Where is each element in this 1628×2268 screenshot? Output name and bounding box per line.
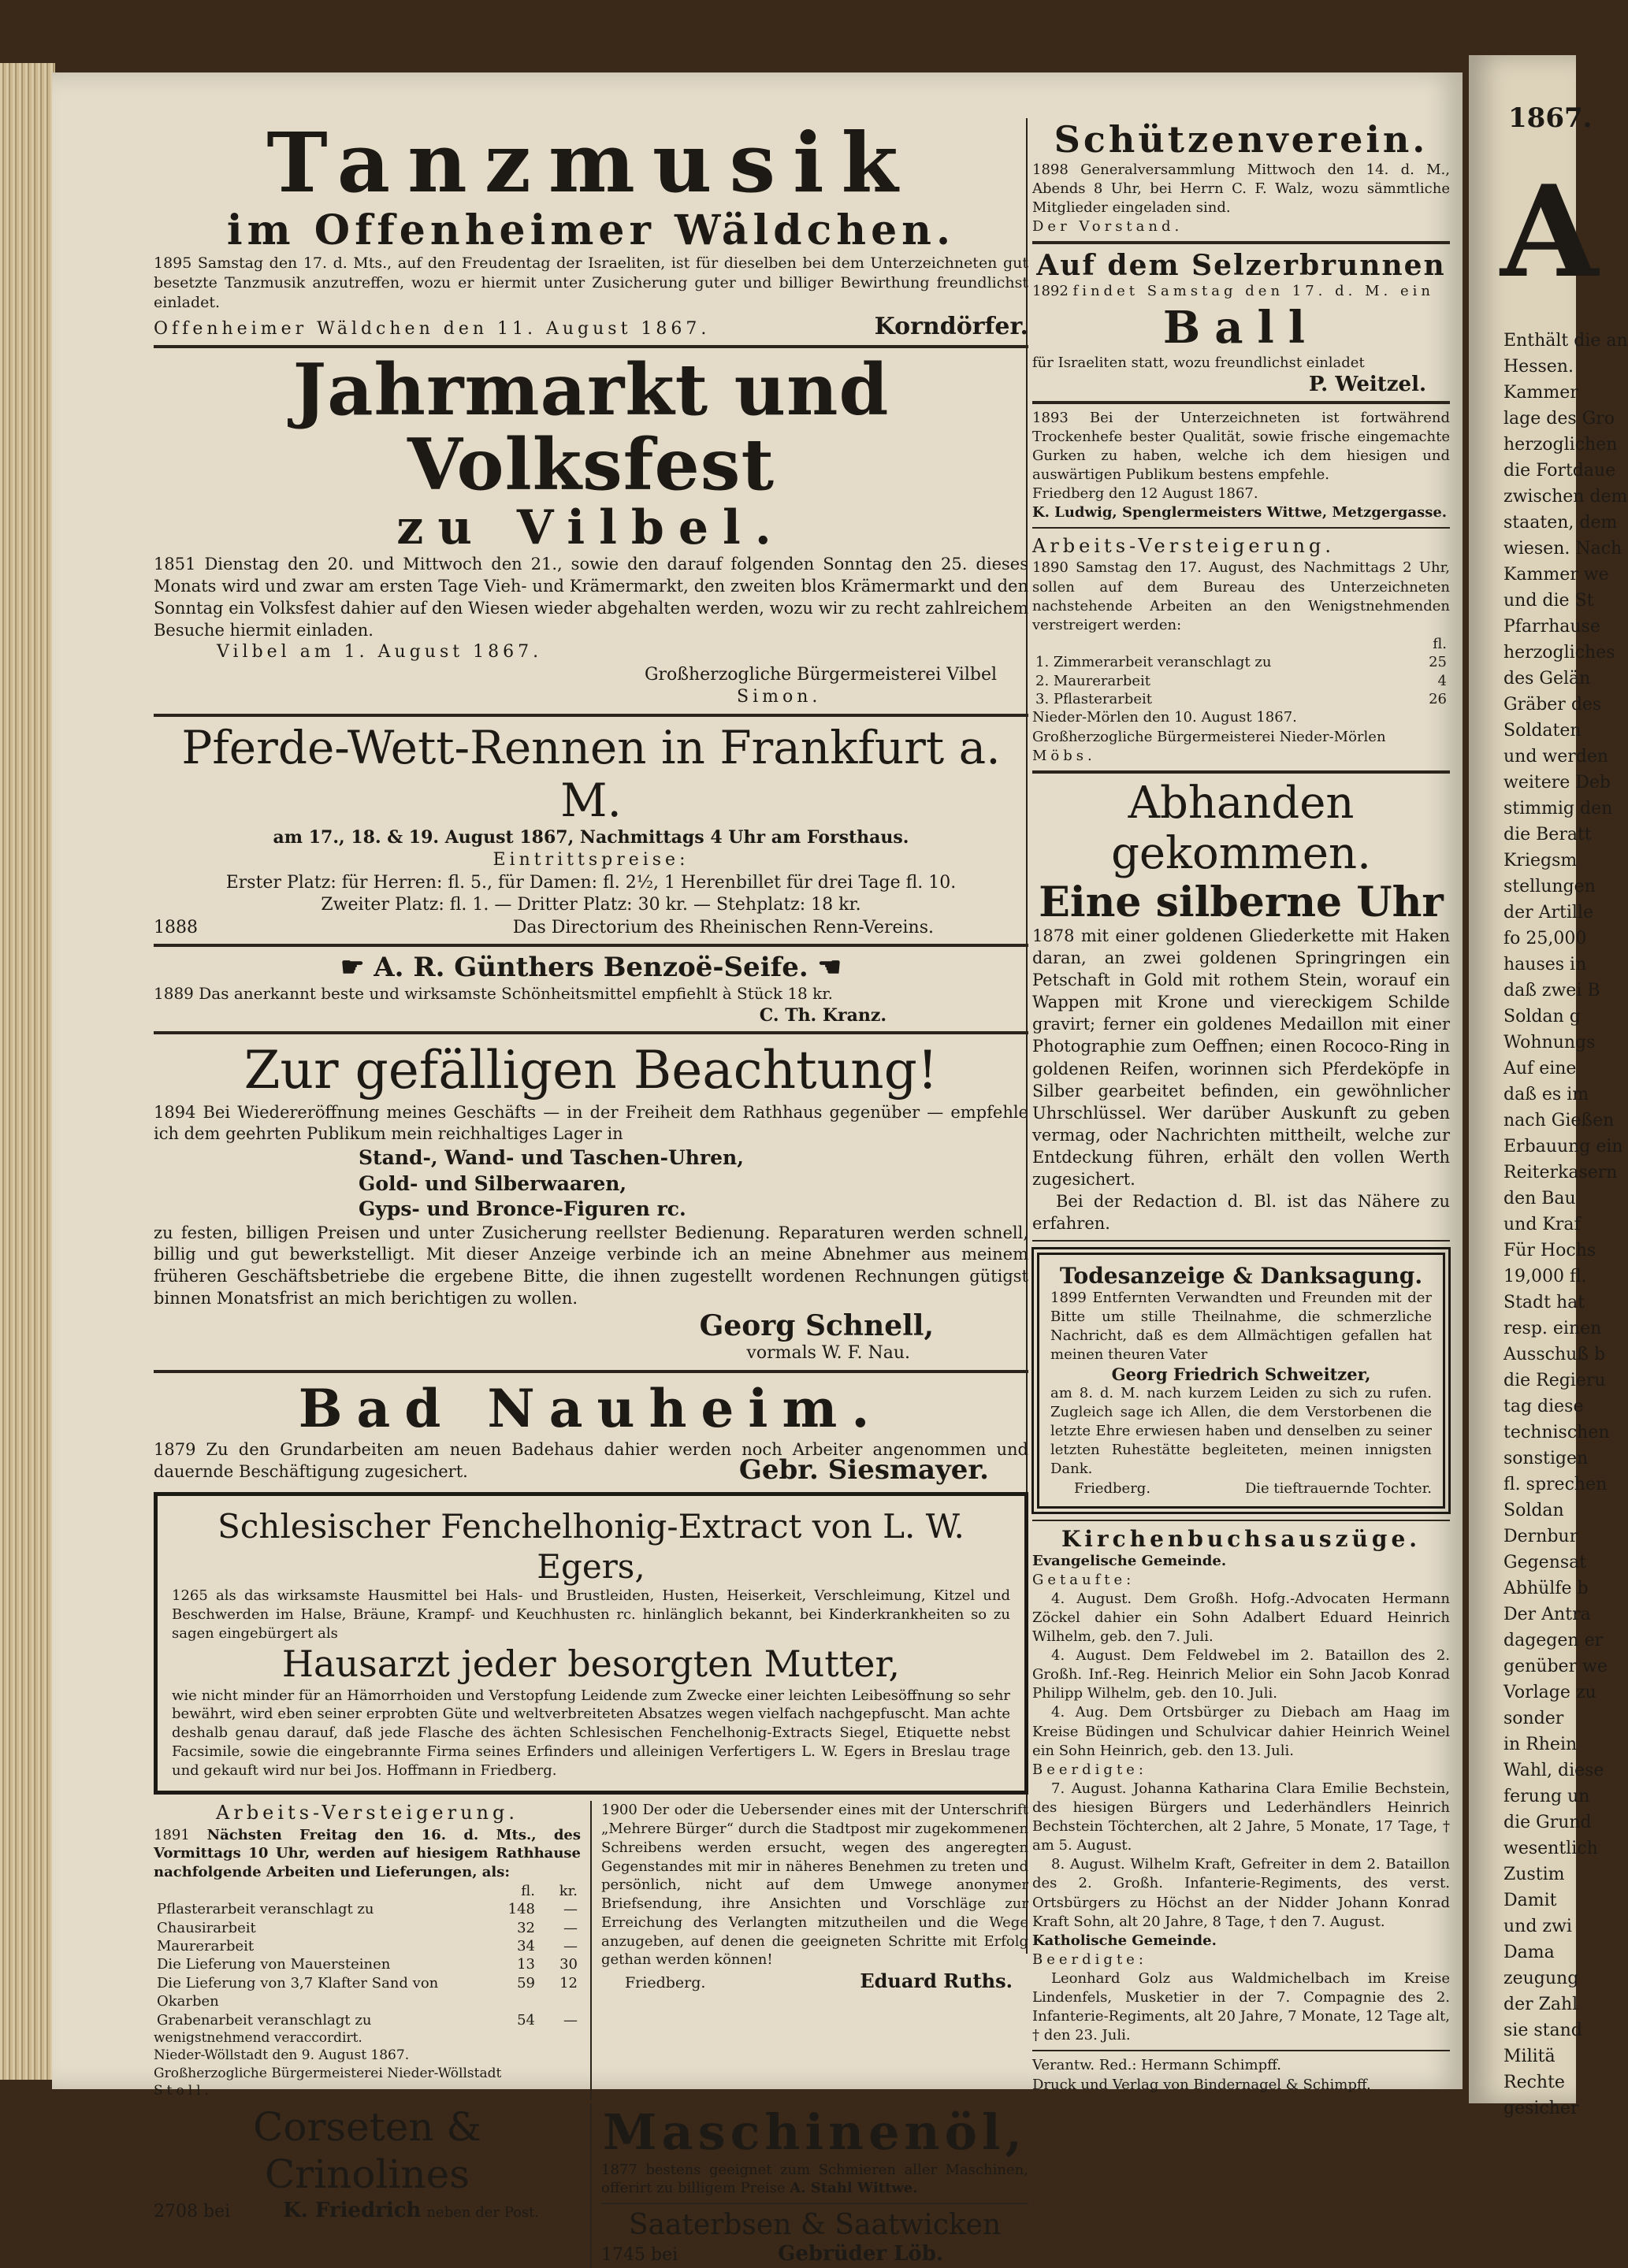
ad-line: findet Samstag den 17. d. M. ein xyxy=(1072,283,1434,300)
ad-number: 1888 xyxy=(154,917,198,937)
ad-body: Entfernten Verwandten und Freunden mit der Bitte um stille Theilnahme, die schmerzliche Nachricht, daß es dem Allmächtigen gefallen hat meinen theuren Vater xyxy=(1050,1289,1432,1363)
divider xyxy=(1032,1520,1450,1521)
ad-body: Samstag den 17. d. Mts., auf den Freudentag der Israeliten, ist für dieselben bei dem Unterzeichneten gut besetzte Tanzmusik anzutreffen, wozu er hiermit unter Zusicherung guter und billiger Bewirthung freundlichst einladet. xyxy=(154,254,1028,311)
table-row: Pflasterarbeit veranschlagt zu 148 — xyxy=(157,1901,578,1918)
table-row: 3. Pflasterarbeit 26 xyxy=(1035,691,1447,708)
ad-place-date: Friedberg den 12 August 1867. xyxy=(1032,485,1258,503)
next-page-line: daß zwei B xyxy=(1503,981,1600,1000)
ad-body: mit einer goldenen Gliederkette mit Haken daran, an zwei goldenen Springringen ein Petschaft in Gold mit rothem Stein, worauf ein Wappen mit Krone und viereckigem Schilde gravirt; ferner ein goldenes Medaillon mit einer Photographie zum Oeffnen; einen Rococo-Ring in goldenen Reifen, worinnen sich Pferdeköpfe in Silber gearbeitet befinden, ein gewöhnlicher Uhrschlüssel. Wer darüber Auskunft zu geben vermag, oder Nachrichten mittheilt, welche zur Entdeckung führen, erhält den vollen Werth zugesichert. xyxy=(1032,926,1450,1190)
ad-number: 1895 xyxy=(154,254,192,272)
list-item: Leonhard Golz aus Waldmichelbach im Kreise Lindenfels, Musketier in der 7. Compagnie des 2. Infanterie-Regiments, alt 20 Jahre, 7 Monate, 12 Tage alt, † den 23. Juli. xyxy=(1032,1970,1450,2044)
next-page-line: der Zahl xyxy=(1503,1995,1578,2014)
ad-number: 1890 xyxy=(1032,559,1069,577)
imprint-publisher: Druck und Verlag von Bindernagel & Schimpff. xyxy=(1032,2076,1371,2093)
next-page-line: fl. sprechen xyxy=(1503,1475,1608,1494)
ad-body: Das anerkannt beste und wirksamste Schönheitsmittel empfiehlt à Stück 18 kr. xyxy=(199,984,833,1004)
ad-title: Tanzmusik xyxy=(266,114,916,211)
ad-number: 1899 xyxy=(1050,1289,1087,1306)
next-page-line: herzoglichen xyxy=(1503,435,1618,455)
next-page-line: Stadt hat xyxy=(1503,1293,1585,1312)
next-page-line: technischen xyxy=(1503,1423,1610,1442)
ad-footer: Das Directorium des Rheinischen Renn-Vereins. xyxy=(512,917,934,937)
ad-title: Saaterbsen & Saatwicken xyxy=(628,2209,1002,2242)
divider xyxy=(1032,401,1450,404)
next-page-line: der Artille xyxy=(1503,903,1593,922)
ad-title: Schlesischer Fenchelhonig-Extract von L. W. Egers, xyxy=(217,1507,965,1586)
pointing-hand-icon: ☚ xyxy=(817,952,842,984)
items-table xyxy=(154,1882,581,2029)
next-page-line: Der Antra xyxy=(1503,1605,1591,1624)
ad-number: 1265 xyxy=(172,1587,208,1605)
ad-place-date: Vilbel am 1. August 1867. xyxy=(217,642,543,663)
divider xyxy=(1032,2050,1450,2051)
next-page-line: Rechte xyxy=(1503,2073,1565,2092)
ad-intro: Nächsten Freitag den 16. d. Mts., des Vormittags 10 Uhr, werden auf hiesigem Rathhause nachfolgende Arbeiten und Lieferungen, als: xyxy=(154,1826,582,1881)
ad-body: als das wirksamste Hausmittel bei Hals- und Brustleiden, Husten, Heiserkeit, Verschleimung, Kitzel und Beschwerden im Halse, Bräune, Krampf- und Keuchhusten rc. hinlänglich bekannt, bei Kinderkrankheiten so zu sagen eingebürgert als xyxy=(172,1587,1010,1642)
next-page-line: daß es im xyxy=(1503,1085,1589,1104)
ad-maschinenoel xyxy=(601,2103,1028,2199)
next-page-line: die Beratt xyxy=(1503,825,1592,844)
ad-title: Jahrmarkt und Volksfest xyxy=(292,348,890,507)
next-page-line: und Kraf xyxy=(1503,1215,1581,1234)
next-page-line: Militä xyxy=(1503,2047,1556,2066)
ad-schuetzenverein xyxy=(1032,118,1450,236)
ad-name: Möbs. xyxy=(1032,747,1096,764)
divider xyxy=(154,1370,1028,1373)
next-page-line: sie stand xyxy=(1503,2021,1582,2040)
table-row: Grabenarbeit veranschlagt zu 54 — xyxy=(157,2011,578,2029)
next-page-line: Pfarrhause xyxy=(1503,617,1600,637)
ad-outro: Bei der Redaction d. Bl. ist das Nähere zu erfahren. xyxy=(1032,1192,1450,1234)
next-page-line: Soldan xyxy=(1503,1501,1564,1520)
ad-place-date: Offenheimer Wäldchen den 11. August 1867. xyxy=(154,318,711,339)
section-heading: Getaufte: xyxy=(1032,1571,1136,1588)
divider xyxy=(1032,241,1450,244)
next-page-line: fo 25,000 xyxy=(1503,929,1587,948)
next-page-line: Dama xyxy=(1503,1943,1555,1962)
divider xyxy=(154,714,1028,717)
next-page-line: dagegen er xyxy=(1503,1631,1604,1650)
ad-bei: bei xyxy=(651,2245,678,2266)
ad-tanzmusik xyxy=(154,114,1028,340)
ad-number: 1900 xyxy=(601,1802,637,1819)
ad-title: Bad Nauheim. xyxy=(298,1377,884,1439)
ad-price-line-2: Zweiter Platz: fl. 1. — Dritter Platz: 30 kr. — Stehplatz: 18 kr. xyxy=(321,895,861,915)
list-item: 8. August. Wilhelm Kraft, Gefreiter in dem 2. Bataillon des 2. Großh. Infanterie-Regiments, des verst. Ortsbürgers zu Höchst an der Nidder Johann Konrad Kraft Sohn, alt 20 Jahre, 8 Tage, † den 7. August. xyxy=(1032,1856,1450,1930)
ad-jahrmarkt xyxy=(154,348,1028,709)
ad-signature: P. Weitzel. xyxy=(1308,372,1426,396)
ad-subtitle: Eine silberne Uhr xyxy=(1039,878,1444,926)
ad-signature: Die tieftrauernde Tochter. xyxy=(1244,1479,1432,1497)
column-divider xyxy=(590,1801,592,2099)
next-page-line: die Grund xyxy=(1503,1813,1592,1832)
ad-signature: C. Th. Kranz. xyxy=(759,1004,886,1026)
ad-signature: Eduard Ruths. xyxy=(860,1969,1013,1993)
ad-title: Maschinenöl, xyxy=(602,2103,1028,2161)
next-page-line: lage des Gro xyxy=(1503,409,1615,429)
ad-place-date: Nieder-Wöllstadt den 9. August 1867. xyxy=(154,2047,410,2064)
next-page-line: herzogliches xyxy=(1503,643,1615,663)
ad-selzerbrunnen xyxy=(1032,249,1450,395)
ad-ball: Ball xyxy=(1162,301,1320,354)
next-page-line: des Gelän xyxy=(1503,669,1591,689)
ad-item: Gold- und Silberwaaren, xyxy=(359,1171,627,1195)
next-page-line: zwischen dem xyxy=(1503,487,1628,507)
ad-benzoe-seife xyxy=(154,952,1028,1026)
next-page-line: Ausschuß b xyxy=(1503,1345,1606,1364)
ad-signature: K. Ludwig, Spenglermeisters Wittwe, Metzgergasse. xyxy=(1032,504,1448,522)
ad-office: Großherzogliche Bürgermeisterei Nieder-Wöllstadt xyxy=(154,2065,502,2081)
next-page-line: Damit xyxy=(1503,1891,1557,1910)
table-row: Die Lieferung von 3,7 Klafter Sand von Okarben 59 12 xyxy=(157,1974,578,2010)
kirchenbuchsauszuege xyxy=(1032,1526,1450,2046)
left-column xyxy=(154,114,1028,2268)
ad-body: Generalversammlung Mittwoch den 14. d. M., Abends 8 Uhr, bei Herrn C. F. Walz, wozu sämmtliche Mitglieder eingeladen sind. xyxy=(1032,161,1450,217)
next-page-line: Soldan g xyxy=(1503,1007,1581,1026)
ad-ruths xyxy=(601,1801,1028,2099)
divider xyxy=(601,2203,1028,2204)
table-row: 2. Maurerarbeit 4 xyxy=(1035,672,1447,689)
ad-number: 1893 xyxy=(1032,409,1069,426)
list-item: 4. August. Dem Feldwebel im 2. Bataillon des 2. Großh. Inf.-Reg. Heinrich Melior ein Sohn Jacob Konrad Philipp Wilhelm, geb. den 10. Juli. xyxy=(1032,1647,1450,1702)
ad-name: Gebrüder Löb. xyxy=(778,2242,943,2266)
ad-body: Bei der Unterzeichneten ist fortwährend Trockenhefe bester Qualität, sowie frische eingemachte Gurken zu haben, welche ich dem hiesigen und auswärtigen Publikum bestens empfehle. xyxy=(1032,409,1450,483)
ad-intro: Samstag den 17. August, des Nachmittags 2 Uhr, sollen auf dem Bureau des Unterzeichneten nachstehende Arbeiten an den Wenigstnehmenden verstreigert werden: xyxy=(1032,559,1450,633)
next-page-line: und die St xyxy=(1503,591,1594,611)
ad-item: Gyps- und Bronce-Figuren rc. xyxy=(359,1197,686,1221)
next-page-line: Auf eine xyxy=(1503,1059,1577,1078)
table-row: Chausirarbeit 32 — xyxy=(157,1919,578,1936)
ad-name: A. Stahl Wittwe. xyxy=(790,2180,918,2197)
next-page-line: sonstigen xyxy=(1503,1449,1589,1468)
divider xyxy=(1032,1240,1450,1242)
ad-name: K. Friedrich xyxy=(283,2198,422,2222)
next-page-line: Wohnungs xyxy=(1503,1033,1596,1052)
ad-todesanzeige xyxy=(1037,1253,1445,1509)
next-page-fragment xyxy=(1469,55,1628,2118)
col-header: fl. xyxy=(1433,635,1447,652)
next-page-line: Wahl, diese xyxy=(1503,1761,1604,1780)
list-item: 4. Aug. Dem Ortsbürger zu Diebach am Haag im Kreise Büdingen und Schulvicar dahier Heinrich Weinel ein Sohn Heinrich, geb. den 13. Juli. xyxy=(1032,1704,1450,1759)
next-page-line: tag diese xyxy=(1503,1397,1584,1416)
ad-corseten xyxy=(154,2103,581,2268)
next-page-line: die Regieru xyxy=(1503,1371,1606,1390)
ad-title: Auf dem Selzerbrunnen xyxy=(1036,249,1446,283)
ad-signature: Korndörfer. xyxy=(874,312,1028,340)
ad-office: Großherzogliche Bürgermeisterei Nieder-Mörlen xyxy=(1032,728,1386,745)
ad-former: vormals W. F. Nau. xyxy=(746,1343,910,1364)
next-page-line: Reiterkasern xyxy=(1503,1163,1618,1182)
next-page-line: stimmig den xyxy=(1503,799,1613,818)
next-page-line: Erbauung ein xyxy=(1503,1137,1623,1156)
items-table xyxy=(1032,635,1450,709)
ad-number: 1889 xyxy=(154,984,194,1004)
next-page-line: den Bau xyxy=(1503,1189,1576,1208)
ad-body: am 8. d. M. nach kurzem Leiden zu sich zu rufen. Zugleich sage ich Allen, die dem Verstorbenen die letzte Ehre erwiesen haben und denselben zu seiner letzten Ruhestätte begleiteten, meinen innigsten Dank. xyxy=(1050,1384,1432,1478)
ad-item: Stand-, Wand- und Taschen-Uhren, xyxy=(359,1146,744,1170)
next-page-line: Abhülfe b xyxy=(1503,1579,1589,1598)
next-page-line: wiesen. Nach xyxy=(1503,539,1622,559)
ad-outro: wenigstnehmend veraccordirt. xyxy=(154,2029,362,2046)
ad-number: 1879 xyxy=(154,1439,196,1459)
divider xyxy=(154,944,1028,947)
ad-number: 1878 xyxy=(1032,926,1075,945)
divider xyxy=(1032,770,1450,774)
ad-body: zu festen, billigen Preisen und unter Zusicherung reellster Bedienung. Reparaturen werden schnell, billig und gut bewerkstelligt. Mit dieser Anzeige verbinde ich an meine Abnehmer aus meinem früheren Geschäftsbetriebe die ergebene Bitte, die ihnen zugestellt wordenen Rechnungen gütigst binnen Monatsfrist an mich berichtigen zu wollen. xyxy=(154,1223,1028,1308)
ad-fenchelhonig xyxy=(154,1492,1028,1795)
ad-number: 1877 xyxy=(601,2161,637,2178)
table-row: Die Lieferung von Mauersteinen 13 30 xyxy=(157,1956,578,1973)
ad-body: wie nicht minder für an Hämorrhoiden und Verstopfung Leidende zum Zwecke einer leichten Leibesöffnung so sehr bewährt, wird eben seiner erprobten Güte und weltverbreiteten Absatzes wegen vielfach nachgepfuscht. Man achte deshalb genau darauf, daß jede Flasche des ächten Schlesischen Fenchelhonig-Extracts Siegel, Etiquette nebst Facsimile, sowie die eingebrannte Firma seines Erfinders und alleinigen Verfertigers L. W. Egers in Breslau trage und gekauft wird nur bei Jos. Hoffmann in Friedberg. xyxy=(172,1687,1010,1779)
next-page-line: staaten, dem xyxy=(1503,513,1618,533)
next-page-line: Kammer xyxy=(1503,383,1578,403)
ad-pferde-rennen xyxy=(154,722,1028,939)
ad-number: 1891 xyxy=(154,1826,190,1843)
next-page-line: Zustim xyxy=(1503,1865,1565,1884)
next-page-line: gesicher xyxy=(1503,2099,1579,2118)
ad-title: A. R. Günthers Benzoë-Seife. xyxy=(374,952,808,984)
next-page-line: 19,000 fl. xyxy=(1503,1267,1587,1286)
ad-slogan: Hausarzt jeder besorgten Mutter, xyxy=(281,1643,901,1686)
ad-intro: Bei Wiedereröffnung meines Geschäfts — in der Freiheit dem Rathhaus gegenüber — empfehle ich dem geehrten Publikum mein reichhaltiges Lager in xyxy=(154,1102,1028,1144)
ad-place: Friedberg. xyxy=(1074,1479,1151,1497)
ad-bei: bei xyxy=(203,2201,231,2222)
ad-signature: Der Vorstand. xyxy=(1032,218,1184,236)
ad-title: Abhanden gekommen. xyxy=(1111,777,1371,880)
col-header: fl. xyxy=(521,1882,535,1899)
ad-bad-nauheim xyxy=(154,1378,1028,1486)
list-item: 4. August. Dem Großh. Hofg.-Advocaten Hermann Zöckel dahier ein Sohn Adalbert Eduard Heinrich Wilhelm, geb. den 7. Juli. xyxy=(1032,1590,1450,1646)
ad-title: Schützenverein. xyxy=(1054,118,1429,161)
ad-address: neben der Post. xyxy=(426,2203,540,2221)
next-page-line: resp. einen xyxy=(1503,1319,1602,1338)
ad-body: Zu den Grundarbeiten am neuen Badehaus dahier werden noch Arbeiter angenommen und dauernde Beschäftigung zugesichert. xyxy=(154,1439,1028,1481)
ad-signature: Gebr. Siesmayer. xyxy=(738,1454,989,1487)
ad-ludwig xyxy=(1032,409,1450,523)
ad-number: 1851 xyxy=(154,555,196,574)
ad-arbeits-versteigerung-woellstadt xyxy=(154,1801,581,2099)
ad-body: Dienstag den 20. und Mittwoch den 21., sowie den darauf folgenden Sonntag den 25. dieses Monats wird und zwar am ersten Tage Vieh- und Krämermarkt, den zweiten blos Krämermarkt und den Sonntag ein Volksfest dahier auf den Wiesen wieder abgehalten werden, wozu wir zu recht zahlreichem Besuche hiermit einladen. xyxy=(154,555,1028,640)
col-header: kr. xyxy=(559,1882,578,1899)
next-page-line: Soldaten xyxy=(1503,721,1582,741)
next-page-line: Kriegsm xyxy=(1503,851,1578,870)
ad-subtitle: im Offenheimer Wäldchen. xyxy=(226,206,956,255)
ad-place: Friedberg. xyxy=(625,1974,706,1992)
ad-number: 1892 xyxy=(1032,283,1069,300)
next-page-line: nach Gießen xyxy=(1503,1111,1615,1130)
ad-price-line-1: Erster Platz: für Herren: fl. 5., für Damen: fl. 2½, 1 Herenbillet für drei Tage fl. 10. xyxy=(225,872,957,893)
ad-place-date: Nieder-Mörlen den 10. August 1867. xyxy=(1032,709,1297,726)
ad-prices-heading: Eintrittspreise: xyxy=(492,850,689,870)
next-page-line: die Fortdaue xyxy=(1503,461,1616,481)
next-page-line: Enthält die an xyxy=(1503,331,1628,351)
ad-office: Großherzogliche Bürgermeisterei Vilbel xyxy=(644,664,997,685)
ad-number: 1745 xyxy=(601,2245,645,2266)
ad-title: Todesanzeige & Danksagung. xyxy=(1059,1262,1423,1289)
right-column xyxy=(1032,118,1450,2095)
ad-saaterbsen xyxy=(601,2209,1028,2268)
next-page-line: Hessen. xyxy=(1503,357,1574,377)
next-page-line: zeugung xyxy=(1503,1969,1579,1988)
section-subtitle: Evangelische Gemeinde. xyxy=(1032,1552,1227,1569)
next-page-line: Für Hochs xyxy=(1503,1241,1596,1260)
pointing-hand-icon: ☛ xyxy=(340,952,365,984)
ad-number: 1898 xyxy=(1032,161,1069,178)
next-page-line: genüber we xyxy=(1503,1657,1608,1676)
ad-body: für Israeliten statt, wozu freundlichst einladet xyxy=(1032,354,1365,371)
next-page-line: und werden xyxy=(1503,747,1609,767)
next-page-line: stellungen xyxy=(1503,877,1596,896)
list-item: 7. August. Johanna Katharina Clara Emilie Bechstein, des hiesigen Bürgers und Lederhändlers Heinrich Bechstein Töchterchen, alt 2 Jahre, 5 Monate, 17 Tage, † am 5. August. xyxy=(1032,1780,1450,1854)
ad-title: Pferde-Wett-Rennen in Frankfurt a. M. xyxy=(181,721,1001,827)
next-page-line: hauses in xyxy=(1503,955,1587,974)
section-title: Kirchenbuchsauszüge. xyxy=(1061,1525,1422,1552)
next-page-line: wesentlich xyxy=(1503,1839,1598,1858)
ad-name: Simon. xyxy=(737,687,822,707)
ad-beachtung xyxy=(154,1039,1028,1365)
next-page-line: weitere Deb xyxy=(1503,773,1611,793)
ad-title: Corseten & Crinolines xyxy=(253,2103,481,2197)
divider xyxy=(154,1031,1028,1034)
next-page-line: ferung un xyxy=(1503,1787,1590,1806)
next-page-line: Gräber des xyxy=(1503,695,1602,715)
next-page-line: Gegensat xyxy=(1503,1553,1587,1572)
section-heading: Beerdigte: xyxy=(1032,1951,1147,1968)
ad-dates: am 17., 18. & 19. August 1867, Nachmittags 4 Uhr am Forsthaus. xyxy=(273,827,909,848)
ad-number: 1894 xyxy=(154,1102,196,1122)
next-page-year: 1867. xyxy=(1508,102,1593,134)
next-page-line: Vorlage zu xyxy=(1503,1683,1596,1702)
ad-title: Arbeits-Versteigerung. xyxy=(216,1802,519,1824)
next-page-line: in Rhein xyxy=(1503,1735,1578,1754)
ad-deceased-name: Georg Friedrich Schweitzer, xyxy=(1111,1364,1371,1384)
ad-body: Der oder die Uebersender eines mit der Unterschrift „Mehrere Bürger“ durch die Stadtpost mir zugekommenen Schreibens werden ersucht, wegen des angeregten Gegenstandes mit mir in näheres Benehmen zu treten und persönlich, nicht auf dem Umwege anonymer Briefsendung, ihre Ansichten und Vorschläge zur Erreichung des Verlangten mitzutheilen und die Wege anzugeben, auf denen die geeigneten Schritte mit Erfolg gethan werden können! xyxy=(601,1802,1028,1969)
ad-signature: Georg Schnell, xyxy=(699,1309,934,1343)
table-row: 1. Zimmerarbeit veranschlagt zu 25 xyxy=(1035,654,1447,671)
column-divider xyxy=(590,2103,592,2268)
next-page-line: Dernbur xyxy=(1503,1527,1578,1546)
ad-subtitle: zu Vilbel. xyxy=(396,500,786,556)
next-page-line: und zwi xyxy=(1503,1917,1572,1936)
section-subtitle: Katholische Gemeinde. xyxy=(1032,1932,1217,1949)
ad-title: Arbeits-Versteigerung. xyxy=(1032,535,1335,558)
next-page-initial: A xyxy=(1500,158,1599,306)
book-page-edges xyxy=(0,63,55,2080)
ad-arbeits-versteigerung-moerlen xyxy=(1032,533,1450,765)
next-page-line: sonder xyxy=(1503,1709,1564,1728)
section-heading: Beerdigte: xyxy=(1032,1761,1147,1778)
divider xyxy=(1032,527,1450,529)
next-page-line: Kammer we xyxy=(1503,565,1609,585)
ad-name: Stoll. xyxy=(154,2083,213,2099)
ad-title: Zur gefälligen Beachtung! xyxy=(243,1040,939,1101)
table-row: Maurerarbeit 34 — xyxy=(157,1938,578,1954)
imprint-editor: Verantw. Red.: Hermann Schimpff. xyxy=(1032,2057,1281,2074)
ad-number: 2708 xyxy=(154,2201,198,2222)
ad-abhanden xyxy=(1032,778,1450,1235)
ad-body: bestens geeignet zum Schmieren aller Maschinen, offerirt zu billigem Preise xyxy=(601,2161,1028,2197)
